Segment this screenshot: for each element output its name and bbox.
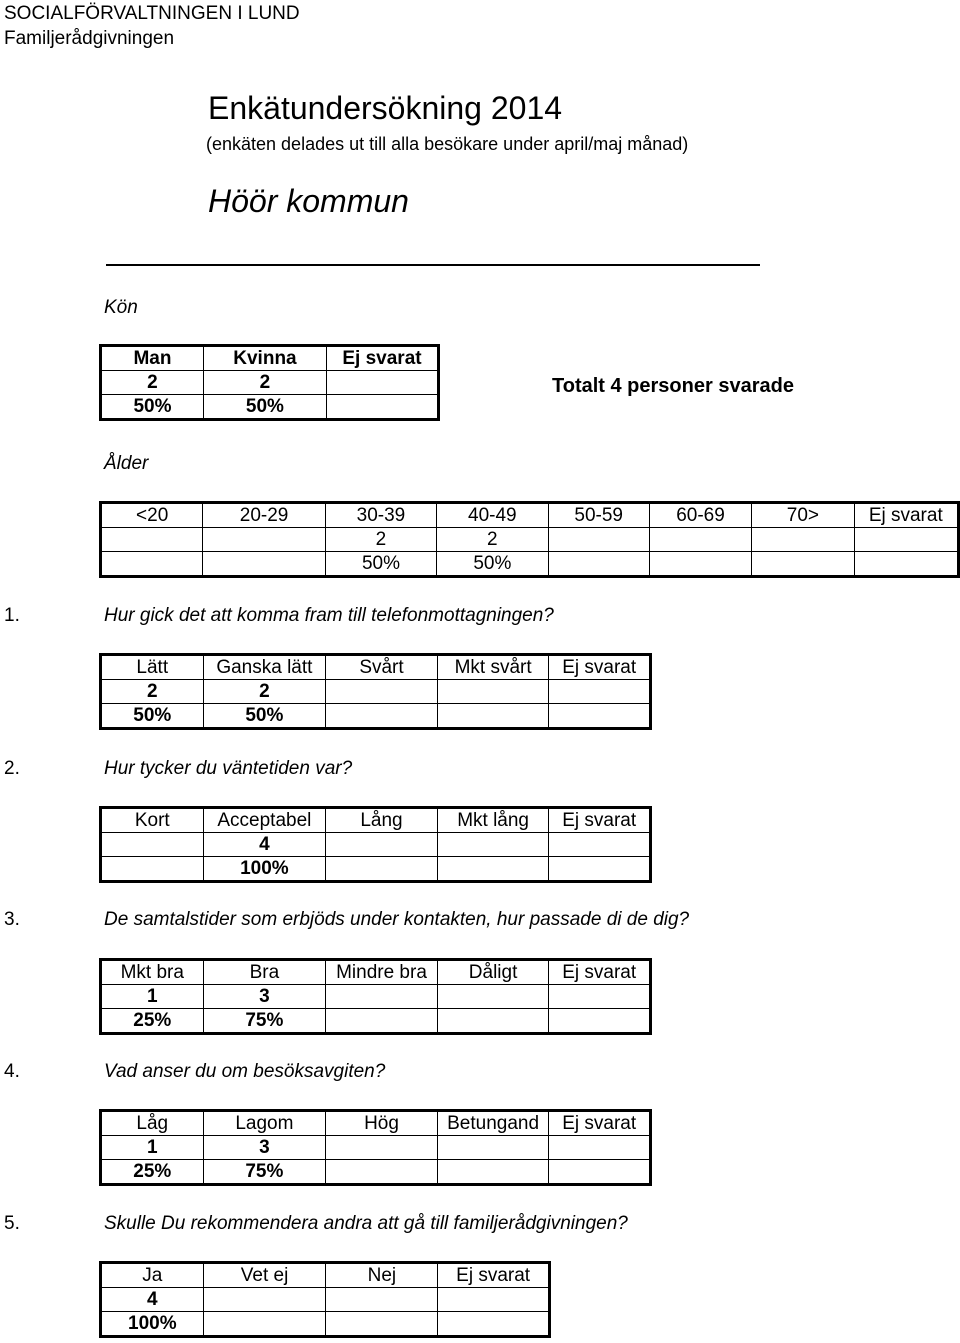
answer-percent-cell bbox=[549, 1160, 651, 1185]
answer-header-cell: Lätt bbox=[101, 655, 204, 680]
answer-count-cell bbox=[437, 985, 549, 1009]
answer-count-row bbox=[101, 833, 651, 857]
answer-header-cell: Låg bbox=[101, 1111, 204, 1136]
age-table bbox=[99, 501, 960, 578]
gender-header-unanswered: Ej svarat bbox=[326, 346, 438, 371]
answer-header-row bbox=[101, 960, 651, 985]
question-number: 4. bbox=[4, 1061, 20, 1082]
answer-header-cell: Nej bbox=[326, 1263, 438, 1288]
gender-percent-row bbox=[101, 395, 439, 420]
answer-header-cell: Bra bbox=[203, 960, 326, 985]
gender-header-row bbox=[101, 346, 439, 371]
age-percent-cell bbox=[854, 552, 958, 577]
municipality: Höör kommun bbox=[208, 183, 409, 219]
question-2-table bbox=[99, 806, 652, 883]
question-number: 3. bbox=[4, 909, 20, 930]
answer-count-cell bbox=[326, 833, 438, 857]
question-1 bbox=[4, 605, 554, 627]
answer-count-cell bbox=[326, 1288, 438, 1312]
answer-count-cell: 3 bbox=[203, 1136, 326, 1160]
answer-percent-cell bbox=[326, 857, 438, 882]
answer-percent-cell bbox=[326, 1312, 438, 1337]
answer-header-row bbox=[101, 1263, 550, 1288]
age-header-cell: <20 bbox=[101, 503, 203, 528]
answer-count-cell bbox=[549, 985, 651, 1009]
answer-percent-cell bbox=[101, 857, 204, 882]
answer-header-cell: Lång bbox=[326, 808, 438, 833]
age-percent-cell bbox=[203, 552, 325, 577]
answer-count-cell: 2 bbox=[203, 680, 326, 704]
org-name: SOCIALFÖRVALTNINGEN I LUND bbox=[4, 3, 300, 24]
question-5-table bbox=[99, 1261, 551, 1338]
page-title: Enkätundersökning 2014 bbox=[208, 90, 563, 126]
age-count-cell: 2 bbox=[325, 528, 436, 552]
answer-count-row bbox=[101, 1288, 550, 1312]
answer-header-cell: Kort bbox=[101, 808, 204, 833]
answer-count-cell bbox=[101, 833, 204, 857]
answer-count-cell bbox=[326, 985, 438, 1009]
answer-header-cell: Mkt bra bbox=[101, 960, 204, 985]
gender-count-row bbox=[101, 371, 439, 395]
question-text: Hur tycker du väntetiden var? bbox=[104, 758, 353, 779]
question-number: 1. bbox=[4, 605, 20, 626]
answer-header-cell: Lagom bbox=[203, 1111, 326, 1136]
answer-percent-cell bbox=[549, 1009, 651, 1034]
answer-header-row bbox=[101, 655, 651, 680]
answer-count-cell: 1 bbox=[101, 1136, 204, 1160]
age-percent-cell: 50% bbox=[437, 552, 548, 577]
page-subtitle: (enkäten delades ut till alla besökare under april/maj månad) bbox=[206, 134, 689, 154]
age-count-cell bbox=[649, 528, 751, 552]
age-header-cell: 30-39 bbox=[325, 503, 436, 528]
answer-percent-cell bbox=[549, 857, 651, 882]
age-count-cell: 2 bbox=[437, 528, 548, 552]
answer-header-cell: Ej svarat bbox=[549, 808, 651, 833]
age-percent-cell bbox=[101, 552, 203, 577]
age-label: Ålder bbox=[104, 453, 149, 474]
answer-count-cell: 4 bbox=[203, 833, 326, 857]
answer-count-cell bbox=[549, 833, 651, 857]
answer-header-cell: Dåligt bbox=[437, 960, 549, 985]
answer-percent-cell bbox=[438, 1312, 550, 1337]
age-percent-cell: 50% bbox=[325, 552, 436, 577]
question-4-table bbox=[99, 1109, 652, 1186]
gender-percent-cell: 50% bbox=[203, 395, 326, 420]
age-count-cell bbox=[101, 528, 203, 552]
answer-percent-cell bbox=[203, 1312, 326, 1337]
answer-header-cell: Ej svarat bbox=[549, 960, 651, 985]
age-count-cell bbox=[752, 528, 854, 552]
answer-header-cell: Mkt svårt bbox=[437, 655, 549, 680]
answer-header-cell: Ej svarat bbox=[549, 655, 651, 680]
answer-percent-row bbox=[101, 1009, 651, 1034]
answer-count-cell bbox=[437, 1136, 549, 1160]
dept-name: Familjerådgivningen bbox=[4, 28, 175, 49]
answer-count-cell bbox=[437, 833, 549, 857]
answer-percent-cell bbox=[437, 704, 549, 729]
answer-percent-row bbox=[101, 1312, 550, 1337]
answer-percent-cell: 50% bbox=[203, 704, 326, 729]
question-1-table bbox=[99, 653, 652, 730]
answer-count-cell: 1 bbox=[101, 985, 204, 1009]
answer-percent-cell: 25% bbox=[101, 1160, 204, 1185]
answer-count-cell bbox=[203, 1288, 326, 1312]
age-percent-cell bbox=[649, 552, 751, 577]
answer-header-cell: Ej svarat bbox=[549, 1111, 651, 1136]
answer-count-cell bbox=[326, 1136, 438, 1160]
age-header-cell: 60-69 bbox=[649, 503, 751, 528]
gender-count-cell: 2 bbox=[101, 371, 204, 395]
answer-percent-cell bbox=[326, 1160, 438, 1185]
age-header-cell: 40-49 bbox=[437, 503, 548, 528]
answer-percent-row bbox=[101, 1160, 651, 1185]
answer-count-cell bbox=[326, 680, 438, 704]
age-header-cell: 50-59 bbox=[548, 503, 649, 528]
answer-count-row bbox=[101, 680, 651, 704]
answer-percent-cell: 75% bbox=[203, 1160, 326, 1185]
answer-header-row bbox=[101, 1111, 651, 1136]
answer-percent-cell: 50% bbox=[101, 704, 204, 729]
question-5 bbox=[4, 1213, 628, 1235]
answer-count-cell bbox=[438, 1288, 550, 1312]
gender-table bbox=[99, 344, 440, 421]
question-number: 2. bbox=[4, 758, 20, 779]
answer-count-cell: 4 bbox=[101, 1288, 204, 1312]
gender-percent-cell: 50% bbox=[101, 395, 204, 420]
answer-percent-cell bbox=[326, 1009, 438, 1034]
question-3-table bbox=[99, 958, 652, 1035]
question-4 bbox=[4, 1061, 386, 1083]
answer-header-cell: Mindre bra bbox=[326, 960, 438, 985]
gender-percent-cell bbox=[326, 395, 438, 420]
answer-percent-cell: 100% bbox=[203, 857, 326, 882]
question-2 bbox=[4, 758, 353, 780]
answer-percent-cell: 100% bbox=[101, 1312, 204, 1337]
age-count-cell bbox=[203, 528, 325, 552]
answer-percent-cell bbox=[437, 1009, 549, 1034]
total-respondents: Totalt 4 personer svarade bbox=[552, 375, 794, 397]
question-text: Hur gick det att komma fram till telefonmottagningen? bbox=[104, 605, 554, 626]
age-header-row bbox=[101, 503, 959, 528]
answer-percent-cell bbox=[549, 704, 651, 729]
answer-percent-cell bbox=[437, 857, 549, 882]
answer-count-cell bbox=[437, 680, 549, 704]
answer-header-cell: Betungand bbox=[437, 1111, 549, 1136]
answer-header-cell: Ej svarat bbox=[438, 1263, 550, 1288]
age-count-row bbox=[101, 528, 959, 552]
answer-percent-cell bbox=[326, 704, 438, 729]
gender-header-man: Man bbox=[101, 346, 204, 371]
answer-count-row bbox=[101, 1136, 651, 1160]
gender-count-cell: 2 bbox=[203, 371, 326, 395]
question-number: 5. bbox=[4, 1213, 20, 1234]
gender-header-woman: Kvinna bbox=[203, 346, 326, 371]
answer-header-cell: Vet ej bbox=[203, 1263, 326, 1288]
answer-header-cell: Ja bbox=[101, 1263, 204, 1288]
question-text: Skulle Du rekommendera andra att gå till familjerådgivningen? bbox=[104, 1213, 628, 1234]
answer-header-cell: Acceptabel bbox=[203, 808, 326, 833]
answer-header-cell: Svårt bbox=[326, 655, 438, 680]
age-header-cell: 20-29 bbox=[203, 503, 325, 528]
gender-label: Kön bbox=[104, 297, 138, 318]
answer-header-cell: Ganska lätt bbox=[203, 655, 326, 680]
question-text: Vad anser du om besöksavgiten? bbox=[104, 1061, 386, 1082]
answer-count-cell bbox=[549, 680, 651, 704]
answer-percent-row bbox=[101, 857, 651, 882]
age-count-cell bbox=[854, 528, 958, 552]
age-percent-row bbox=[101, 552, 959, 577]
answer-count-row bbox=[101, 985, 651, 1009]
age-header-cell: 70> bbox=[752, 503, 854, 528]
answer-percent-cell bbox=[437, 1160, 549, 1185]
answer-count-cell: 2 bbox=[101, 680, 204, 704]
answer-percent-row bbox=[101, 704, 651, 729]
answer-header-row bbox=[101, 808, 651, 833]
question-text: De samtalstider som erbjöds under kontakten, hur passade di de dig? bbox=[104, 909, 690, 930]
age-percent-cell bbox=[752, 552, 854, 577]
answer-header-cell: Mkt lång bbox=[437, 808, 549, 833]
answer-count-cell: 3 bbox=[203, 985, 326, 1009]
age-count-cell bbox=[548, 528, 649, 552]
answer-header-cell: Hög bbox=[326, 1111, 438, 1136]
age-header-cell: Ej svarat bbox=[854, 503, 958, 528]
answer-percent-cell: 25% bbox=[101, 1009, 204, 1034]
gender-count-cell bbox=[326, 371, 438, 395]
divider-line bbox=[106, 264, 760, 266]
answer-percent-cell: 75% bbox=[203, 1009, 326, 1034]
question-3 bbox=[4, 909, 690, 931]
answer-count-cell bbox=[549, 1136, 651, 1160]
age-percent-cell bbox=[548, 552, 649, 577]
